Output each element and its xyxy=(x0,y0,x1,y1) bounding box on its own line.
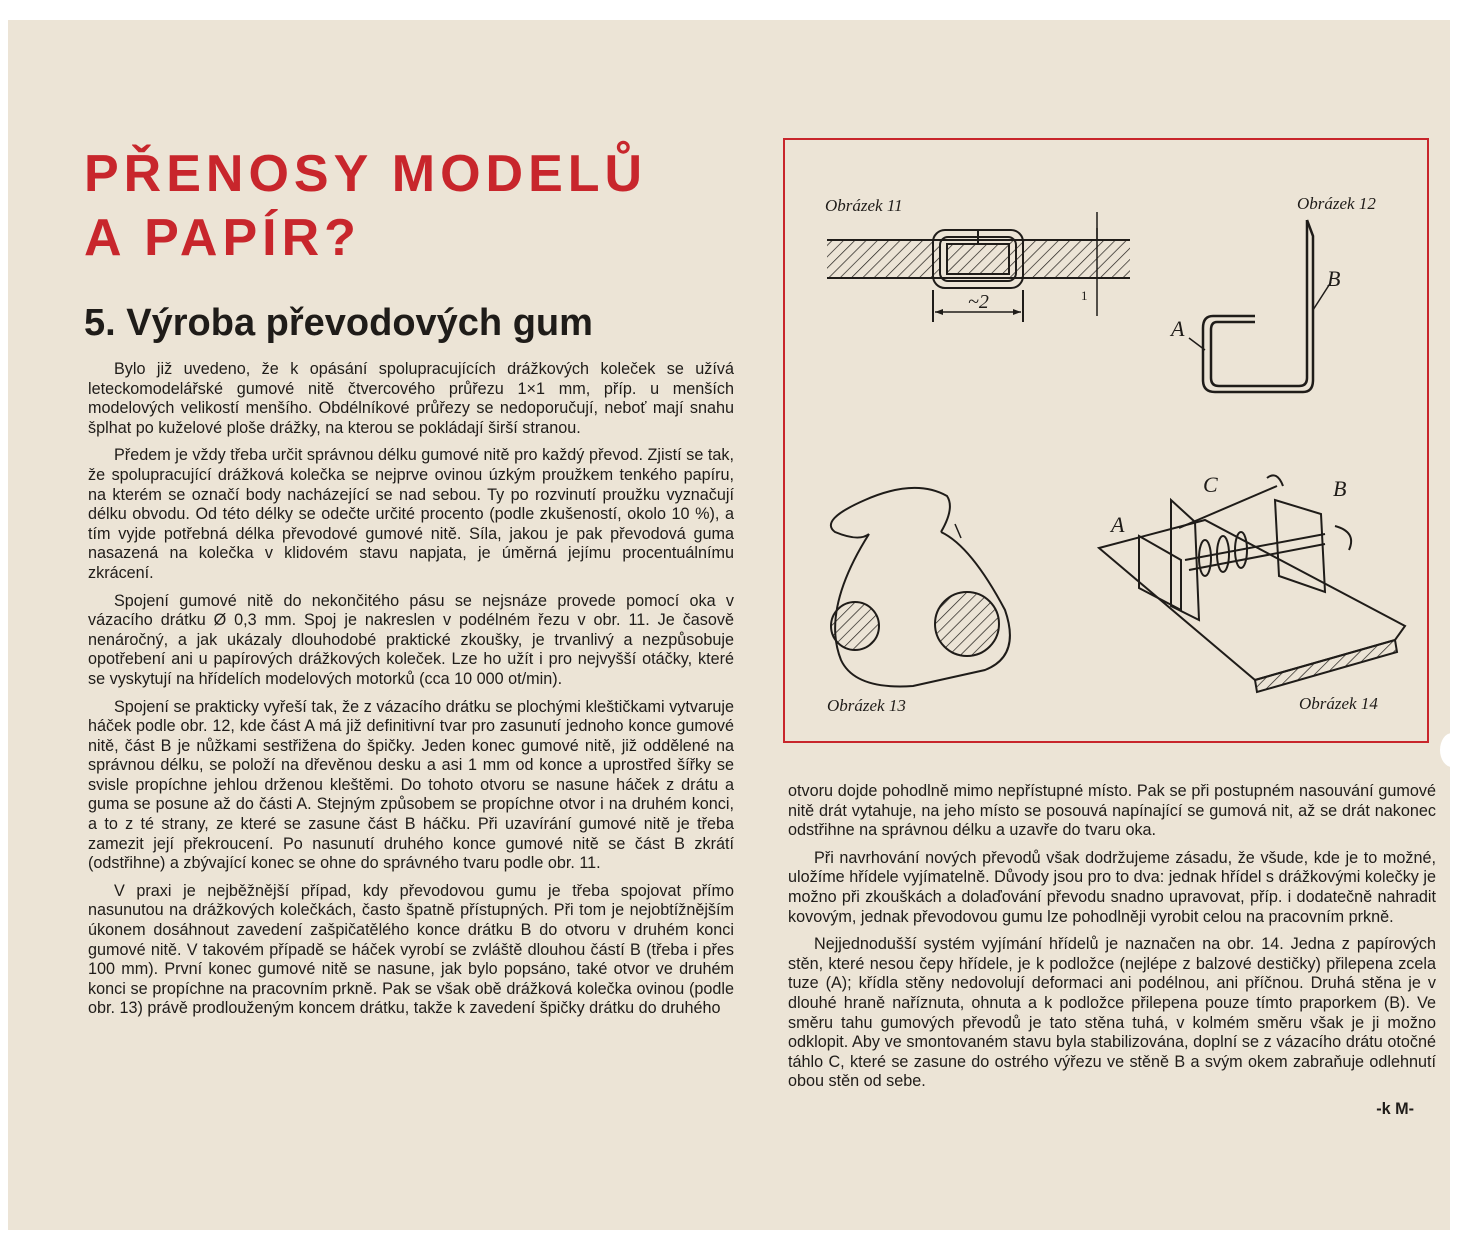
title-line-2: A PAPÍR? xyxy=(84,209,361,267)
figure-11-caption: Obrázek 11 xyxy=(825,196,903,215)
article-title xyxy=(84,142,764,270)
title-line-1: PŘENOSY MODELŮ xyxy=(84,145,648,203)
paragraph: Bylo již uvedeno, že k opásání spolupracujících drážkových koleček se užívá leteckomodelářské gumové nitě čtvercového průřezu 1×1 mm, příp. u menších modelových velikostí menšího. Obdélníkové průřezy se nedoporučují, neboť mají snahu šplhat po kuželové ploše drážky, na kterou se pokládají širší stranou. xyxy=(88,360,734,437)
paragraph: Spojení gumové nitě do nekončitého pásu se nejsnáze provede pomocí oka v vázacího drátku Ø 0,3 mm. Spoj je nakreslen v podélném řezu v obr. 11. Je časově nenáročný, a jak ukázaly dlouhodobé praktické zkoušky, je trvanlivý a nezpůsobuje opotřebení ani u papírových drážkových koleček. Lze ho užít i pro nejvyšší otáčky, které se vyskytují na hřídelích modelových motorků (cca 10 000 ot/min). xyxy=(88,591,734,688)
right-column xyxy=(788,782,1436,1120)
figure-11-gap: 1 xyxy=(1081,288,1088,303)
figure-12-caption: Obrázek 12 xyxy=(1297,194,1376,213)
paragraph: Předem je vždy třeba určit správnou délku gumové nitě pro každý převod. Zjistí se tak, že spolupracující drážková kolečka se nejprve ovinou úzkým proužkem tenkého papíru, na kterém se označí body nacházející se nad sebou. Ty po rozvinutí proužku vyznačují délku obvodu. Od této délky se odečte určité procento (podle zkušeností, okolo 10 %), a tím vyjde potřebná délka převodové gumové nitě. Síla, jakou je pak převodová guma nasazená na kolečka v klidovém stavu napjata, je úměrná jejímu procentuálnímu zkrácení. xyxy=(88,446,734,582)
figure-11-dimension: ~2 xyxy=(968,291,989,313)
figure-13-drawing xyxy=(831,488,1010,687)
figure-14-label-a: A xyxy=(1111,512,1125,537)
figure-14-label-c: C xyxy=(1203,472,1218,497)
figures-drawing xyxy=(785,140,1431,745)
paragraph: otvoru dojde pohodlně mimo nepřístupné místo. Pak se při postupném nasouvání gumové nitě drát vytahuje, na jeho místo se posouvá napínající se gumová nit, až se drát nakonec odstřihne na správnou délku a uzavře do tvaru oka. xyxy=(788,782,1436,840)
figure-14-label-b: B xyxy=(1333,476,1347,501)
figure-14-drawing xyxy=(1099,475,1405,692)
magazine-page xyxy=(8,20,1450,1230)
paragraph: V praxi je nejběžnější případ, kdy převodovou gumu je třeba spojovat přímo nasunutou na drážkových kolečkách, často špatně přístupných. Při tom je nejobtížnějším úkonem dosáhnout zavedení zašpičatělého konce drátku B do otvoru v druhém konci gumové nitě. V takovém případě se háček vyrobí se zvláště dlouhou částí B (třeba i přes 100 mm). První konec gumové nitě se nasune, jak bylo popsáno, také otvor ve druhém konci se propíchne na pracovním prkně. Pak se však obě drážková kolečka ovinou (podle obr. 13) právě prodlouženým koncem drátku, takže k zavedení špičky drátku do druhého xyxy=(88,881,734,1018)
figure-13-caption: Obrázek 13 xyxy=(827,696,906,715)
paragraph: Při navrhování nových převodů však dodržujeme zásadu, že všude, kde je to možné, uložíme hřídele vyjímatelně. Důvody jsou pro to dva: jednak hřídel s drážkovými kolečky je možno při zkouškách a dolaďování převodu snadno upravovat, příp. i dodatečně nahradit kovovým, jednak převodovou gumu lze pohodlněji vyrobit celou na pracovním prkně. xyxy=(788,848,1436,926)
article-subtitle: 5. Výroba převodových gum xyxy=(84,302,593,344)
figure-12-label-a: A xyxy=(1171,316,1185,341)
author-signature: -k M- xyxy=(1376,1099,1414,1118)
page-punch-hole xyxy=(1440,733,1461,767)
paragraph: Spojení se prakticky vyřeší tak, že z vázacího drátku se plochými kleštičkami vytvaruje háček podle obr. 12, kde část A má již definitivní tvar pro zasunutí jednoho konce gumové nitě, část B je nůžkami sestřižena do špičky. Jeden konec gumové nitě, již oddělené na správnou délku, se položí na dřevěnou desku a asi 1 mm od konce a uprostřed šířky se svisle propíchne jehlou drženou kleštěmi. Do tohoto otvoru se nasune háček z drátu a guma se posune až do části A. Stejným způsobem se propíchne otvor i na druhém konci, a to z té strany, ze které se zasune část B háčku. Při uzavírání gumové nitě je třeba zamezit její překroucení. Po nasunutí druhého konce gumové nitě se část B zkrátí (odstřihne) a zbývající konec se ohne do správného tvaru podle obr. 11. xyxy=(88,697,734,873)
figure-14-caption: Obrázek 14 xyxy=(1299,694,1378,713)
figure-12-drawing xyxy=(1189,220,1331,392)
figures-panel xyxy=(783,138,1429,743)
paragraph: Nejjednodušší systém vyjímání hřídelů je naznačen na obr. 14. Jedna z papírových stěn, které nesou čepy hřídele, je k podložce (nejlépe z balzové destičky) přilepena zcela tuze (A); křídla stěny nedovolují deformaci ani podélnou, ani příčnou. Druhá stěna je v dlouhé hraně naříznuta, ohnuta a k podložce přilepena pouze tímto praporkem (B). Ve směru tahu gumových převodů je tato stěna tuhá, v kolmém směru však je ji možno odklopit. Aby ve smontovaném stavu byla stabilizována, doplní se z vázacího drátu otočné táhlo C, které se zasune do ostrého výřezu ve stěně B a svým okem zabraňuje odlehnutí obou stěn od sebe. xyxy=(788,935,1436,1091)
figure-12-label-b: B xyxy=(1327,266,1341,291)
left-column xyxy=(88,360,734,1027)
